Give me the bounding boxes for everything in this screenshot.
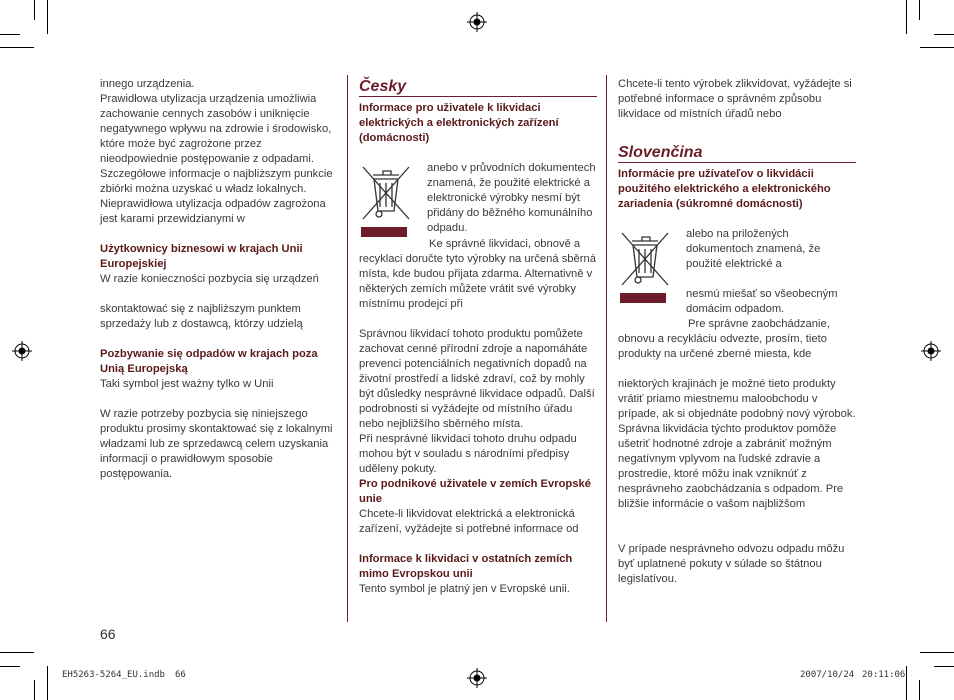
paragraph: Ke správné likvidaci, obnově a recyklaci doručte tyto výrobky na určená sběrná místa, kde budou přijata zdarma. Alternativně v některých zemích můžete vrátit své výrobky místnímu prodejci při xyxy=(359,238,596,310)
disposal-symbol-block xyxy=(359,161,597,237)
column-divider xyxy=(347,75,348,622)
registration-mark-icon xyxy=(467,668,487,688)
section-heading: Informace pro uživatele k likvidaci elektrických a elektronických zařízení (domácnosti) xyxy=(359,102,559,144)
paragraph: nesmú miešať so všeobecným domácim odpadom. xyxy=(686,288,838,315)
crop-mark xyxy=(47,0,48,34)
crop-mark xyxy=(0,652,34,653)
paragraph: innego urządzenia. xyxy=(100,78,195,90)
symbol-bar xyxy=(620,293,666,303)
crop-mark xyxy=(34,680,35,700)
paragraph: Při nesprávné likvidaci tohoto druhu odpadu mohou být v souladu s národními předpisy uděleny pokuty. xyxy=(359,433,577,475)
language-title: Slovenčina xyxy=(618,143,856,163)
column-polish xyxy=(100,77,338,482)
crop-mark xyxy=(906,666,907,700)
column-czech xyxy=(359,77,597,597)
crop-mark xyxy=(0,666,20,667)
disposal-symbol-text xyxy=(686,227,856,317)
crop-mark xyxy=(919,680,920,700)
disposal-symbol xyxy=(618,227,686,317)
footer-page: 66 xyxy=(175,670,186,680)
crop-mark xyxy=(920,652,954,653)
footer-date: 2007/10/24 xyxy=(800,670,855,680)
footer-time: 20:11:06 xyxy=(862,670,906,680)
paragraph: Nieprawidłowa utylizacja odpadów zagrożona jest karami przewidzianymi w xyxy=(100,198,326,225)
crop-mark xyxy=(34,0,35,20)
symbol-bar xyxy=(361,227,407,237)
footer-file: EH5263-5264_EU.indb xyxy=(62,670,165,680)
crop-mark xyxy=(0,47,34,48)
paragraph: alebo na priložených dokumentoch znamená, že použité elektrické a xyxy=(686,228,821,270)
page-number: 66 xyxy=(100,626,116,642)
registration-mark-icon xyxy=(467,12,487,32)
section-heading: Informácie pre užívateľov o likvidácii použitého elektrického a elektronického zariadenia (súkromné domácnosti) xyxy=(618,168,831,210)
disposal-symbol-block xyxy=(618,227,856,317)
paragraph: Taki symbol jest ważny tylko w Unii xyxy=(100,378,274,390)
paragraph: Správna likvidácia týchto produktov pomôže ušetriť hodnotné zdroje a zabrániť možným negatívnym vplyvom na ľudské zdravie a prostredie, ktoré môžu inak vzniknúť z nesprávneho zaobchádzania s odpadom. Pre bližšie informácie o vašom najbližšom xyxy=(618,423,844,510)
paragraph: W razie potrzeby pozbycia się niniejszego produktu prosimy skontaktować się z lokalnymi władzami lub ze sprzedawcą celem uzyskania informacji o prawidłowym sposobie postępowania. xyxy=(100,408,333,480)
column-slovak xyxy=(618,77,856,587)
registration-mark-icon xyxy=(921,341,941,361)
crop-mark xyxy=(906,0,907,34)
paragraph: Pre správne zaobchádzanie, obnovu a recykláciu odvezte, prosím, tieto produkty na určené zberné miesta, kde xyxy=(618,318,830,360)
registration-mark-icon xyxy=(12,341,32,361)
section-heading: Użytkownicy biznesowi w krajach Unii Europejskiej xyxy=(100,243,303,270)
crop-mark xyxy=(934,666,954,667)
language-title: Česky xyxy=(359,77,597,97)
section-heading: Informace k likvidaci v ostatních zemích mimo Evropskou unii xyxy=(359,553,573,580)
paragraph: Chcete-li tento výrobek zlikvidovat, vyžádejte si potřebné informace o správném způsobu likvidace od místních úřadů nebo xyxy=(618,78,852,120)
crop-mark xyxy=(934,34,954,35)
crop-mark xyxy=(0,34,20,35)
paragraph: V prípade nesprávneho odvozu odpadu môžu byť uplatnené pokuty v súlade so štátnou legislatívou. xyxy=(618,543,845,585)
paragraph: skontaktować się z najbliższym punktem sprzedaży lub z dostawcą, którzy udzielą xyxy=(100,303,303,330)
crossed-out-wheelie-bin-icon xyxy=(618,227,674,289)
paragraph: W razie konieczności pozbycia się urządzeń xyxy=(100,273,319,285)
paragraph: Tento symbol je platný jen v Evropské unii. xyxy=(359,583,570,595)
section-heading: Pro podnikové uživatele v zemích Evropské unie xyxy=(359,478,591,505)
crossed-out-wheelie-bin-icon xyxy=(359,161,415,223)
paragraph: Správnou likvidací tohoto produktu pomůžete zachovat cenné přírodní zdroje a napomáháte prevenci potenciálních negativních dopadů na životní prostředí a lidské zdraví, což by mohly být důsledky nesprávné likvidace odpadů. Další podrobnosti si vyžádejte od místního úřadu nebo nejbližšího sběrného místa. xyxy=(359,328,595,430)
paragraph: niektorých krajinách je možné tieto produkty vrátiť priamo miestnemu maloobchodu v prípade, ak si objednáte podobný nový výrobok. xyxy=(618,378,856,420)
crop-mark xyxy=(47,666,48,700)
paragraph: anebo v průvodních dokumentech znamená, že použité elektrické a elektronické výrobky nesmí být přidány do běžného komunálního odpadu. xyxy=(427,162,596,234)
column-divider xyxy=(606,75,607,622)
paragraph: Prawidłowa utylizacja urządzenia umożliwia zachowanie cennych zasobów i uniknięcie negatywnego wpływu na zdrowie i środowisko, które może być zagrożone przez nieodpowiednie postępowanie z odpadami. Szczegółowe informacje o najbliższym punkcie zbiórki można uzyskać u władz lokalnych. xyxy=(100,93,333,195)
crop-mark xyxy=(919,0,920,20)
crop-mark xyxy=(920,47,954,48)
paragraph: Chcete-li likvidovat elektrická a elektronická zařízení, vyžádejte si potřebné informace od xyxy=(359,508,579,535)
section-heading: Pozbywanie się odpadów w krajach poza Unią Europejską xyxy=(100,348,318,375)
disposal-symbol xyxy=(359,161,427,237)
